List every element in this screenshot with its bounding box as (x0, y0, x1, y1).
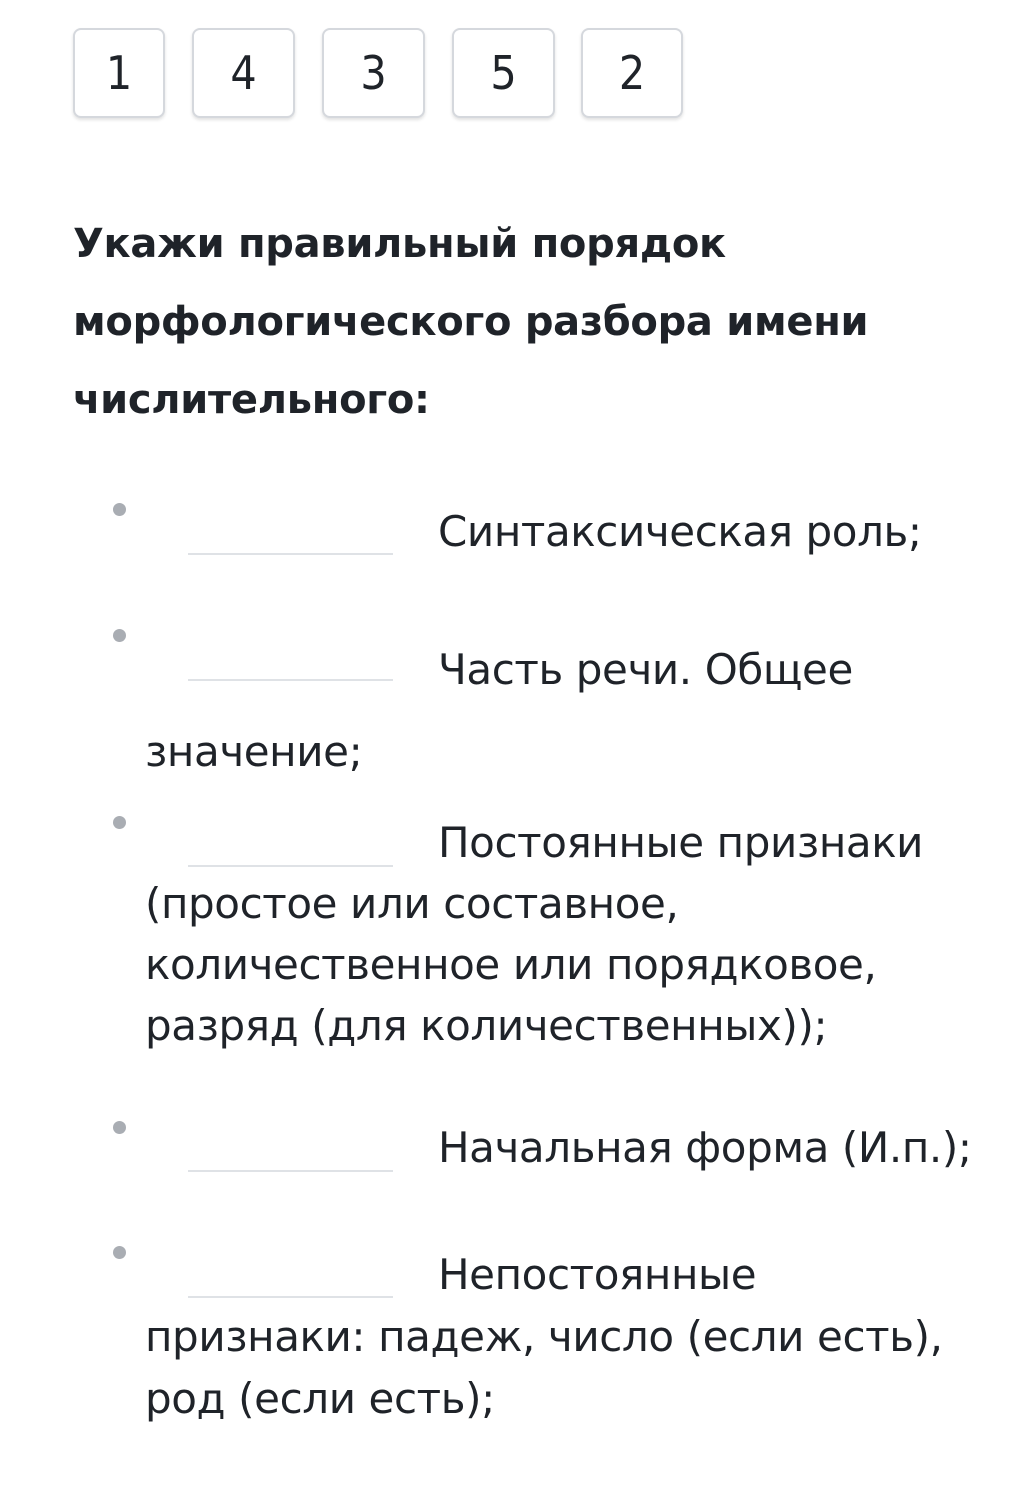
item-label: Синтаксическая роль; (438, 507, 922, 556)
item-label: Часть речи. Общее значение; (145, 645, 853, 776)
question-text: Укажи правильный порядок морфологического разбора имени числительного: (73, 221, 869, 423)
answer-chip[interactable]: 4 (192, 28, 295, 118)
item-label: Постоянные признаки (простое или составное, количественное или порядковое, разряд (для количественных)); (145, 818, 924, 1050)
item-label: Начальная форма (И.п.); (438, 1123, 972, 1172)
answer-chip[interactable]: 1 (73, 28, 165, 118)
answer-chip[interactable]: 2 (581, 28, 683, 118)
item-text-container (145, 503, 1005, 561)
bullet-icon (113, 629, 126, 642)
bullet-icon (113, 816, 126, 829)
bullet-icon (113, 1121, 126, 1134)
answer-chip[interactable]: 5 (452, 28, 555, 118)
item-text-container (145, 629, 1005, 793)
bullet-icon (113, 503, 126, 516)
answer-chip-bank (73, 28, 773, 120)
bullet-icon (113, 1246, 126, 1259)
item-text-container (145, 1118, 1005, 1178)
item-text-container (145, 1244, 975, 1430)
answer-chip[interactable]: 3 (322, 28, 425, 118)
item-label: Непостоянные признаки: падеж, число (если есть), род (если есть); (145, 1250, 943, 1423)
item-text-container (145, 812, 1005, 1056)
